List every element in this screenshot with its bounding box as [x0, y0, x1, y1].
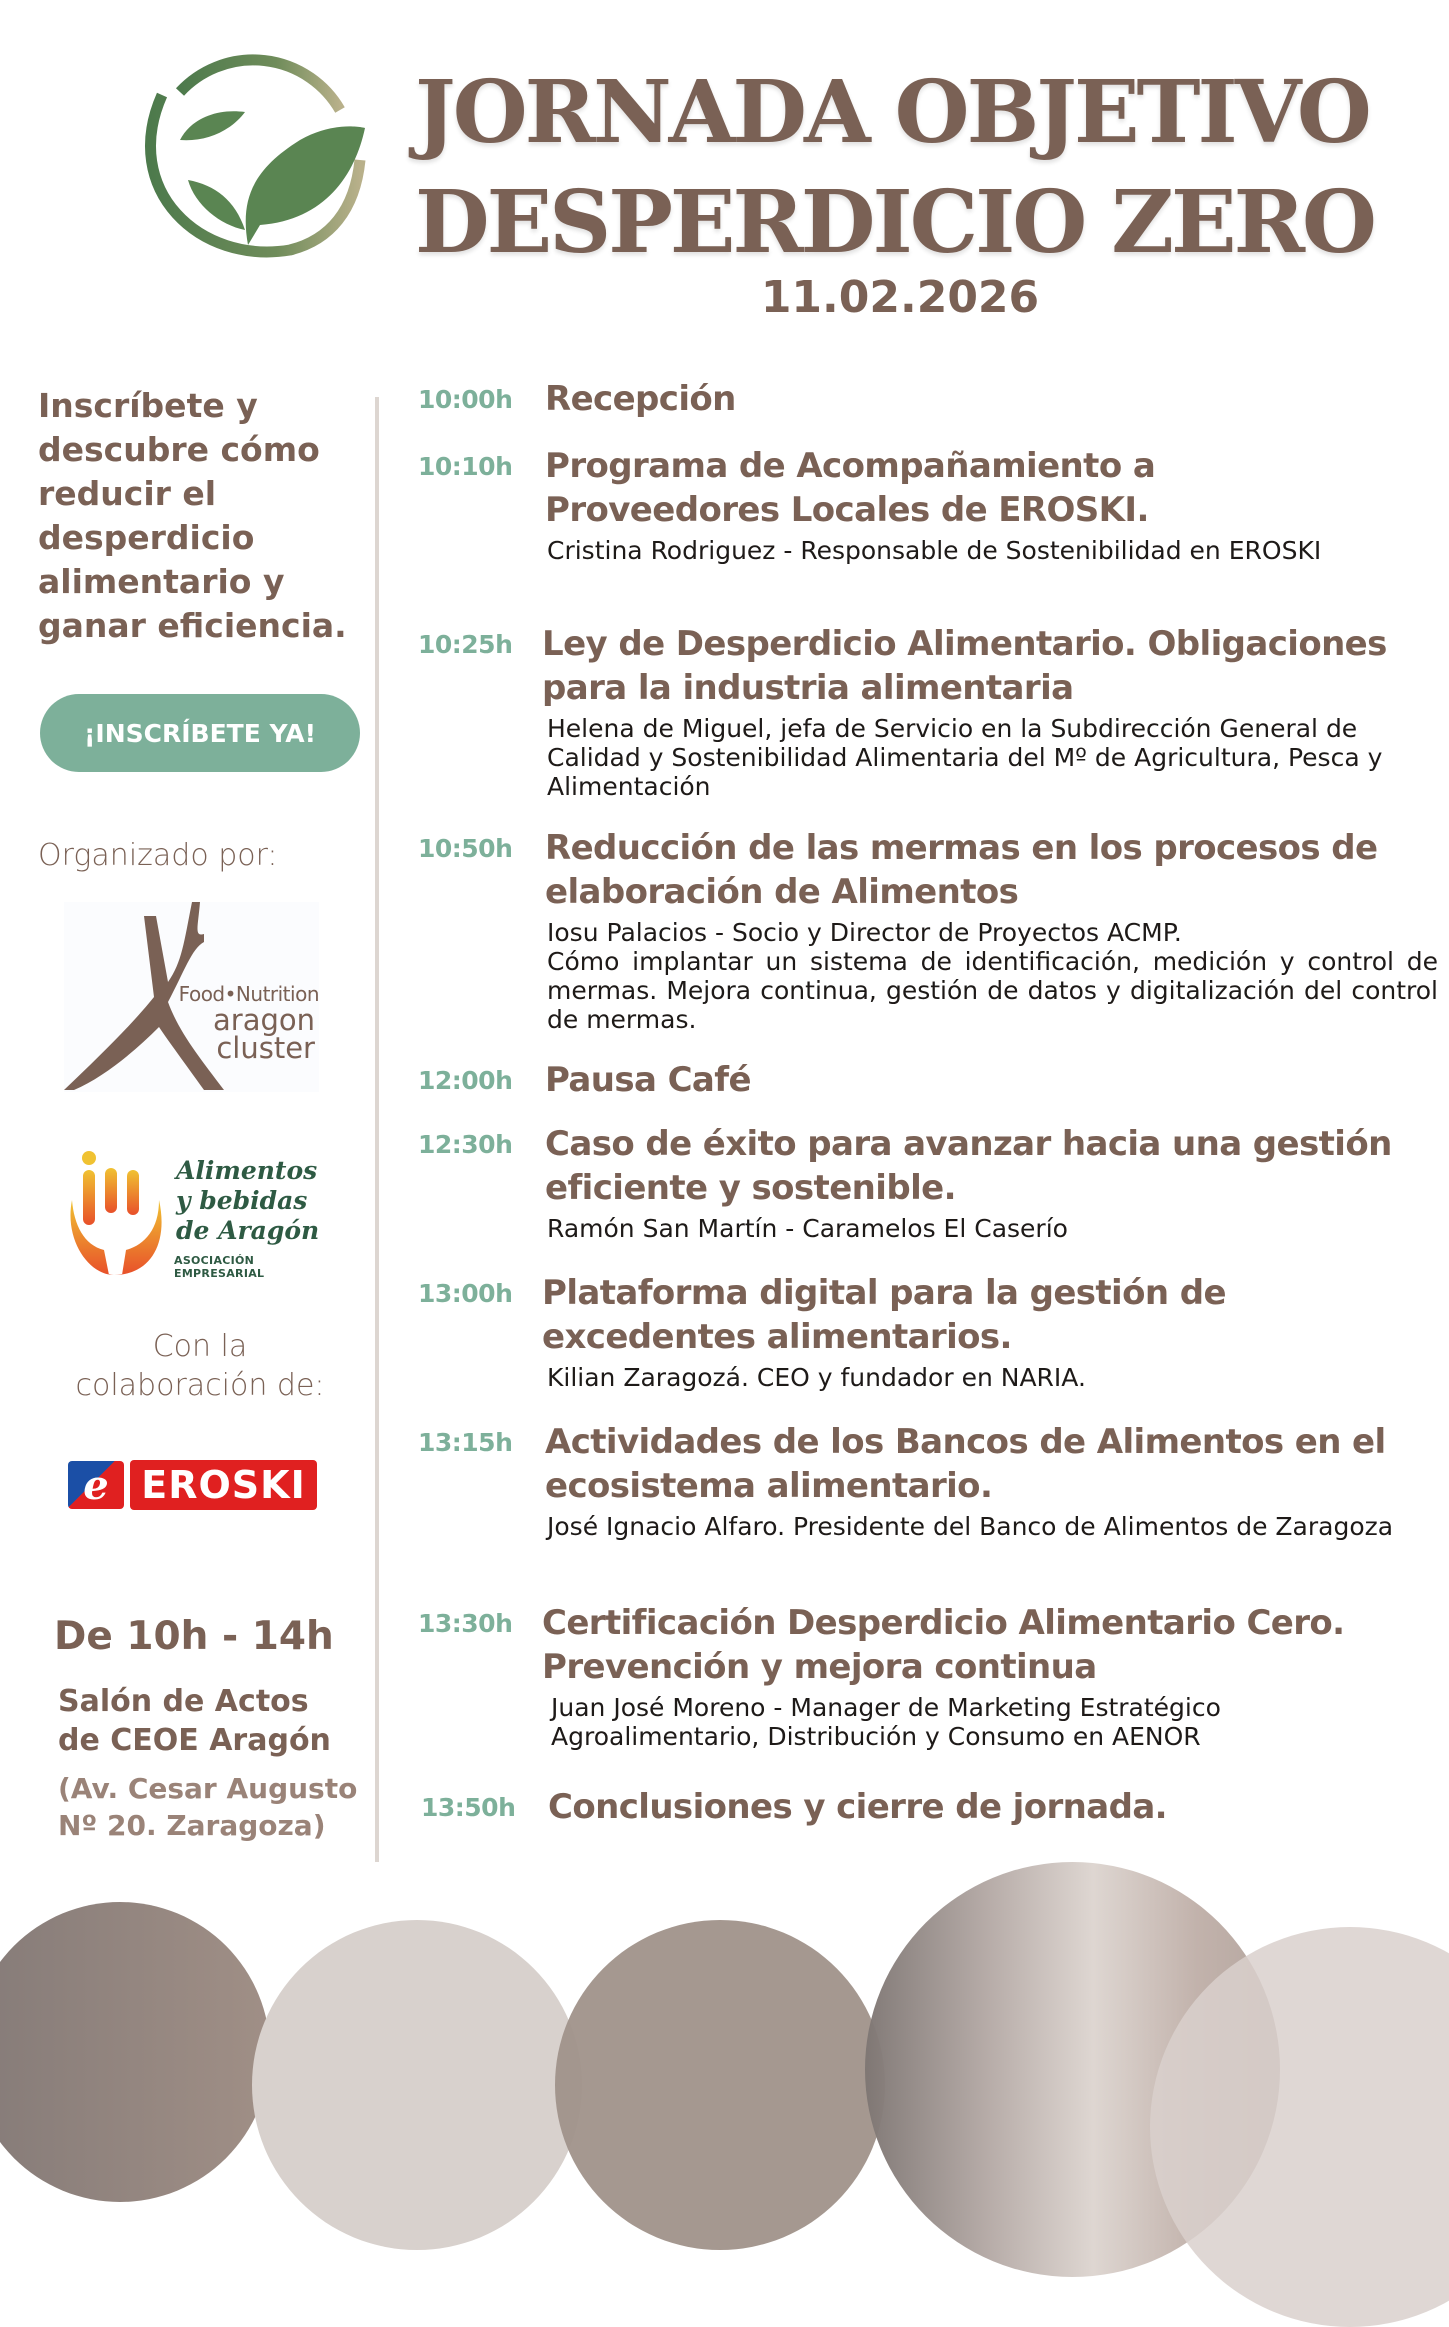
agenda-title: Caso de éxito para avanzar hacia una gestión eficiente y sostenible.: [545, 1124, 1392, 1208]
agenda-time: 13:30h: [418, 1609, 513, 1638]
event-hours: De 10h - 14h: [54, 1614, 334, 1659]
association-name: Alimentos y bebidas de Aragón: [176, 1156, 320, 1245]
agenda-speaker: Iosu Palacios - Socio y Director de Proyectos ACMP.: [547, 918, 1182, 947]
decorative-circle: [555, 1920, 885, 2250]
agenda-speaker: Ramón San Martín - Caramelos El Caserío: [547, 1214, 1068, 1243]
association-subtitle: ASOCIACIÓN EMPRESARIAL: [174, 1254, 265, 1280]
agenda-title: Recepción: [545, 379, 736, 419]
agenda-speaker: Helena de Miguel, jefa de Servicio en la Subdirección General de Calidad y Sostenibilidad Alimentaria del Mº de Agricultura, Pesca y Alimentación: [547, 714, 1383, 801]
food-nutrition-aragon-cluster-logo[interactable]: [64, 902, 319, 1092]
leaf-circle-logo-icon: [140, 50, 370, 265]
agenda-item: [418, 1785, 1438, 1829]
agenda-title: Ley de Desperdicio Alimentario. Obligaciones para la industria alimentaria: [542, 624, 1387, 708]
agenda-item: [418, 1122, 1438, 1243]
agenda-time: 13:50h: [421, 1793, 516, 1822]
organized-by-label: Organizado por:: [38, 838, 278, 873]
decorative-circle: [0, 1902, 270, 2202]
agenda-item: [418, 826, 1438, 1034]
eroski-wordmark: EROSKI: [130, 1460, 317, 1510]
agenda-speaker: José Ignacio Alfaro. Presidente del Banco de Alimentos de Zaragoza: [547, 1512, 1394, 1541]
agenda-title: Conclusiones y cierre de jornada.: [548, 1787, 1167, 1827]
collaboration-label: Con la colaboración de:: [75, 1329, 325, 1403]
agenda-title: Reducción de las mermas en los procesos de elaboración de Alimentos: [545, 828, 1378, 912]
agenda-title: Actividades de los Bancos de Alimentos en el ecosistema alimentario.: [545, 1422, 1386, 1506]
page-title: [415, 58, 1375, 278]
agenda-item: [418, 377, 1438, 421]
agenda-speaker: Cristina Rodriguez - Responsable de Sostenibilidad en EROSKI: [547, 536, 1322, 565]
venue: Salón de Actos de CEOE Aragón: [58, 1684, 331, 1758]
agenda-time: 10:50h: [418, 834, 513, 863]
agenda-title: Plataforma digital para la gestión de excedentes alimentarios.: [542, 1273, 1226, 1357]
title-line-2: DESPERDICIO ZERO: [415, 172, 1374, 273]
title-line-1: JORNADA OBJETIVO: [415, 62, 1369, 163]
agenda-time: 13:00h: [418, 1279, 513, 1308]
cluster-name: Food•Nutrition aragon cluster: [178, 982, 319, 1065]
agenda-item: [418, 622, 1438, 801]
agenda-title: Certificación Desperdicio Alimentario Cero. Prevención y mejora continua: [542, 1603, 1345, 1687]
tagline: Inscríbete y descubre cómo reducir el desperdicio alimentario y ganar eficiencia.: [38, 386, 347, 645]
address: (Av. Cesar Augusto Nº 20. Zaragoza): [58, 1772, 358, 1842]
agenda-title: Programa de Acompañamiento a Proveedores Locales de EROSKI.: [545, 446, 1156, 530]
agenda-time: 12:00h: [418, 1066, 513, 1095]
agenda-item: [418, 1601, 1438, 1751]
column-divider: [375, 397, 379, 1862]
eroski-logo[interactable]: [68, 1460, 318, 1510]
fork-icon: [64, 1150, 174, 1275]
agenda-time: 13:15h: [418, 1428, 513, 1457]
decorative-circle: [252, 1920, 582, 2250]
agenda-time: 10:25h: [418, 630, 513, 659]
agenda-description: Cómo implantar un sistema de identificación, medición y control de mermas. Mejora continua, gestión de datos y digitalización del control de mermas.: [547, 947, 1438, 1034]
eroski-e-icon: e: [68, 1461, 124, 1509]
agenda-item: [418, 1271, 1438, 1392]
alimentos-bebidas-aragon-logo[interactable]: [64, 1150, 324, 1280]
agenda-title: Pausa Café: [545, 1060, 751, 1100]
agenda-speaker: Juan José Moreno - Manager de Marketing Estratégico Agroalimentario, Distribución y Consumo en AENOR: [551, 1693, 1221, 1751]
register-button[interactable]: ¡INSCRÍBETE YA!: [40, 694, 360, 772]
agenda-speaker: Kilian Zaragozá. CEO y fundador en NARIA.: [547, 1363, 1086, 1392]
agenda-time: 12:30h: [418, 1130, 513, 1159]
agenda-item: [418, 1420, 1438, 1541]
agenda-item: [418, 444, 1438, 565]
agenda-time: 10:10h: [418, 452, 513, 481]
event-date: 11.02.2026: [760, 272, 1040, 323]
agenda-time: 10:00h: [418, 385, 513, 414]
agenda-item: [418, 1058, 1438, 1102]
